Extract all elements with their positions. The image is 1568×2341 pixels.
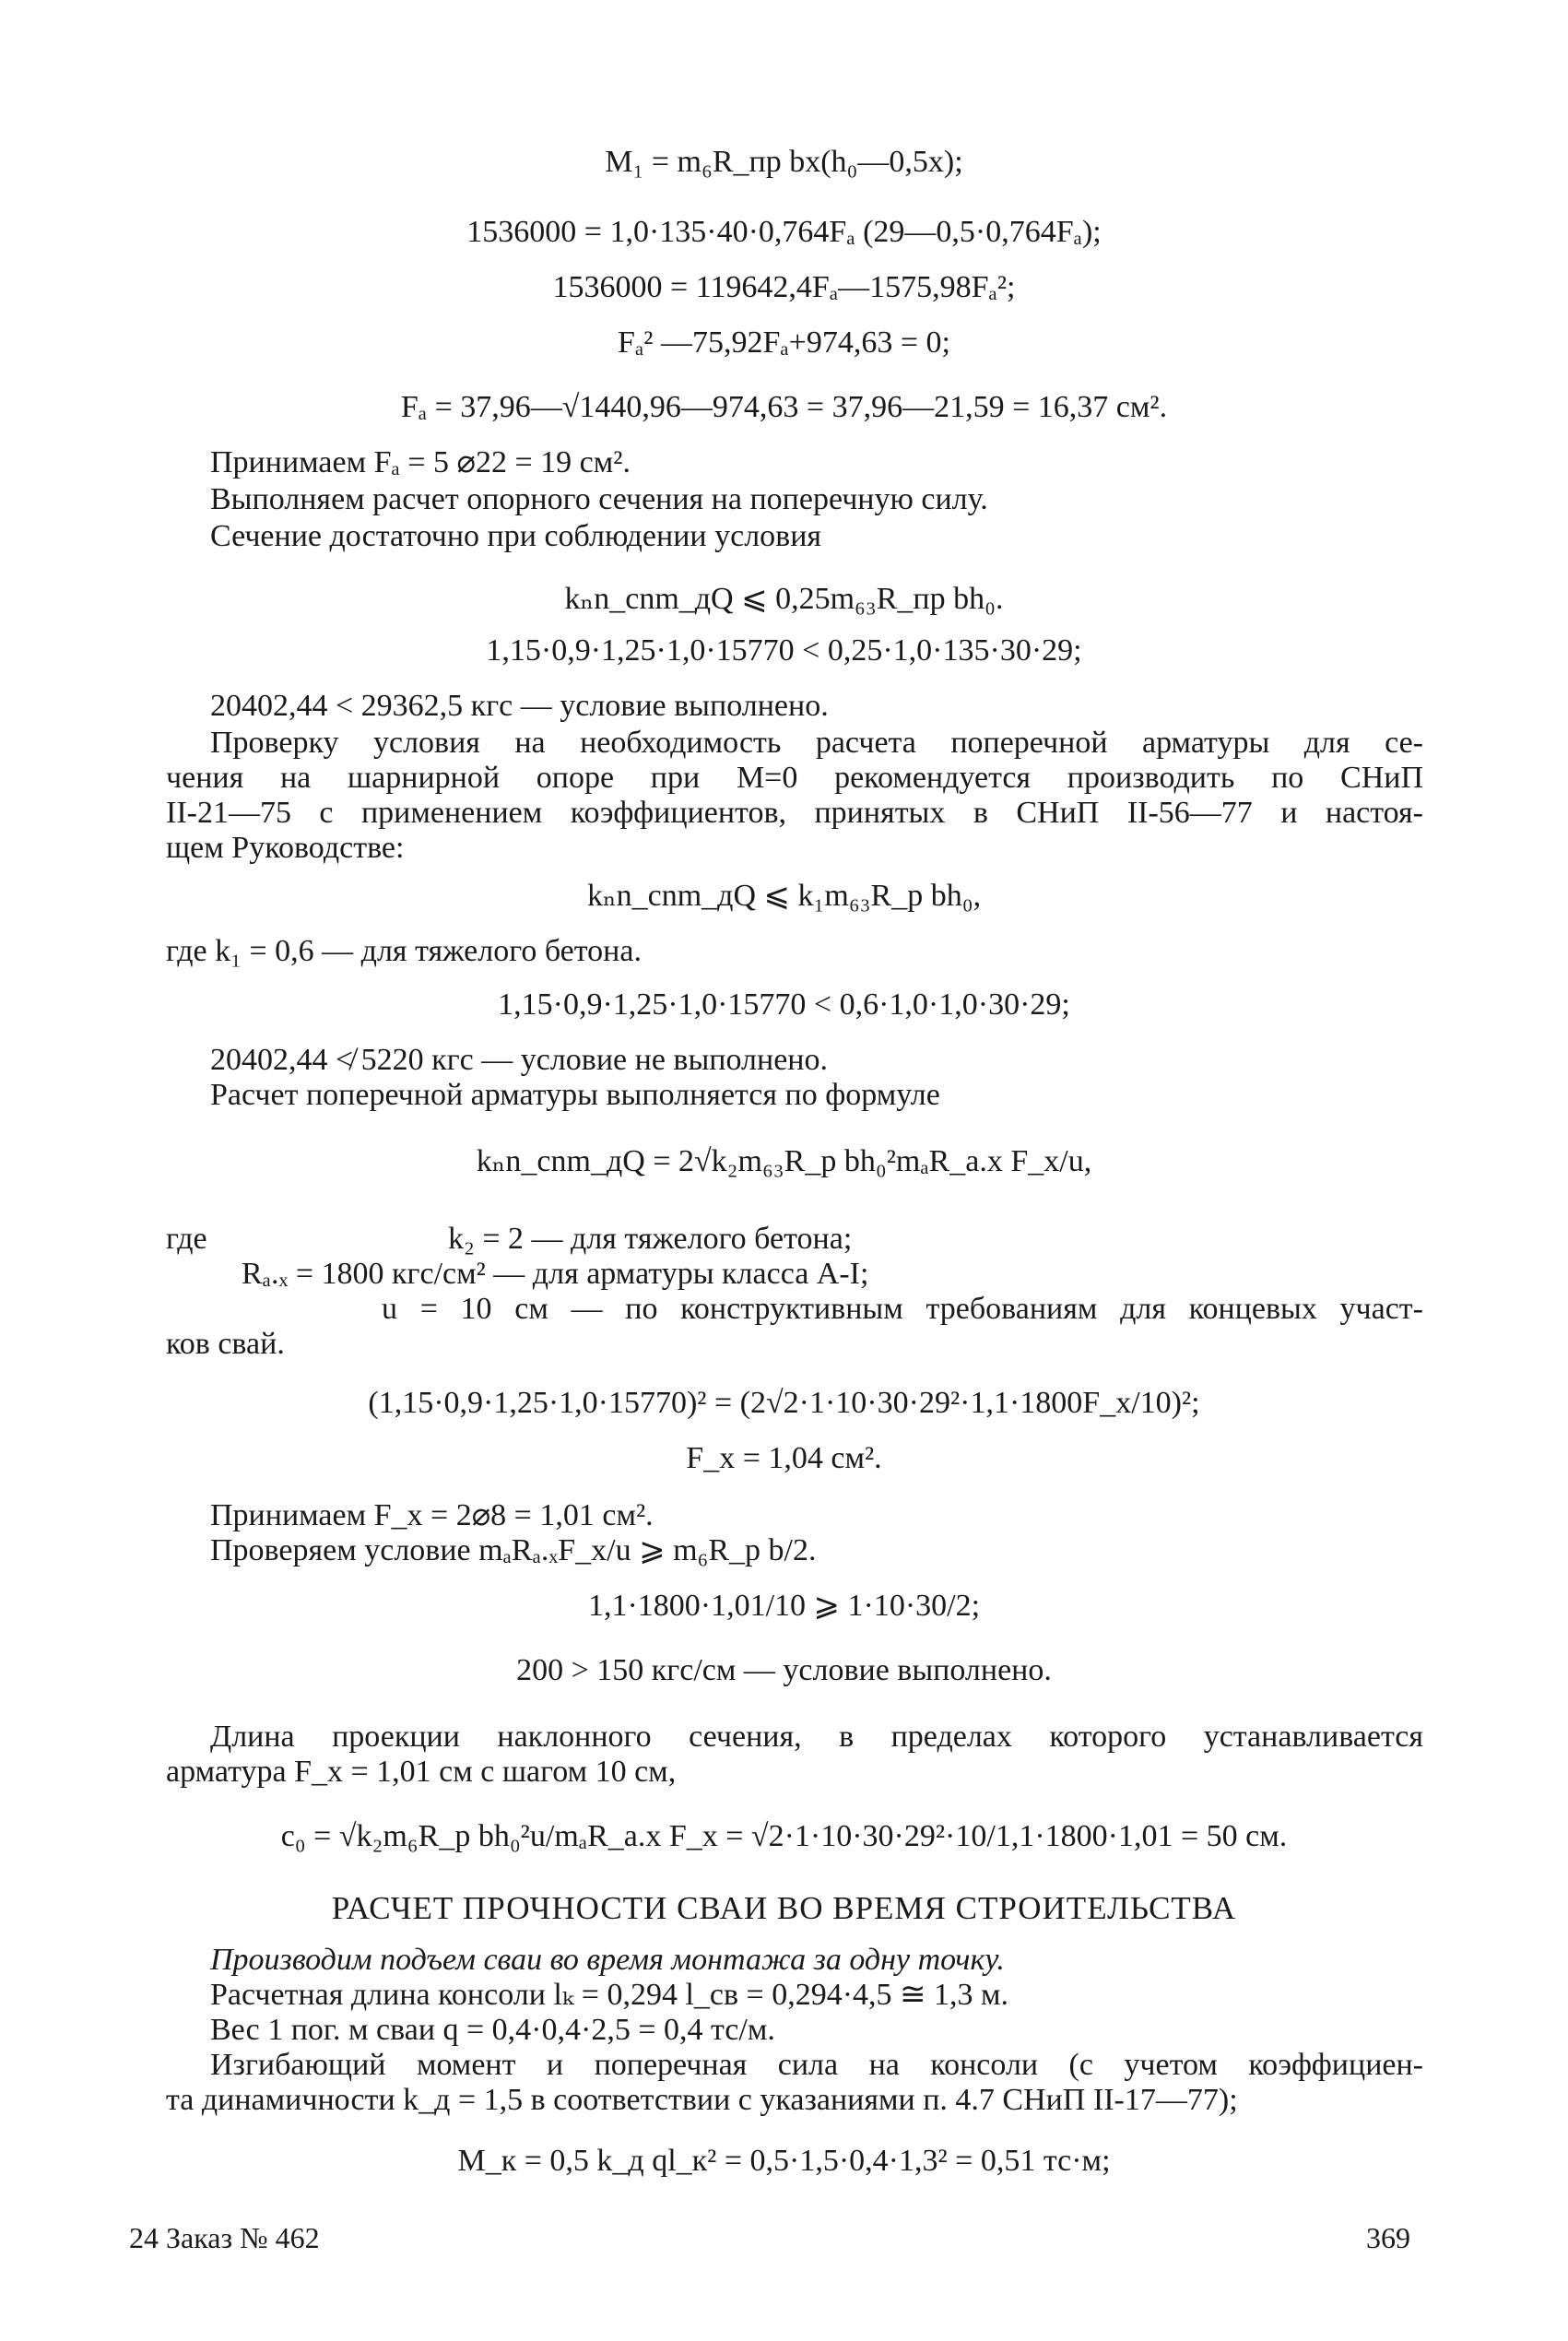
support-section-text: Выполняем расчет опорного сечения на поперечную силу. — [210, 482, 988, 516]
paragraph-line-1: Проверку условия на необходимость расчета поперечной арматуры для се- — [210, 726, 1423, 760]
moment-line-2: та динамичности k_д = 1,5 в соответствии с указаниями п. 4.7 СНиП II-17—77); — [166, 2083, 1238, 2117]
formula-c0: c₀ = √k₂m₆R_р bh₀²u/mₐR_а.х F_х = √2·1·10·30·29²·10/1,1·1800·1,01 = 50 см. — [280, 1819, 1288, 1853]
result-2-text: 20402,44 ≮ 5220 кгс — условие не выполнено. — [210, 1043, 829, 1077]
projection-line-2: арматура F_х = 1,01 см с шагом 10 см, — [166, 1755, 677, 1789]
where-k2-text: k₂ = 2 — для тяжелого бетона; — [448, 1222, 853, 1256]
formula-intro-text: Расчет поперечной арматуры выполняется по формуле — [210, 1078, 940, 1112]
formula-check-result: 200 > 150 кгс/см — условие выполнено. — [516, 1653, 1052, 1687]
where-u-continued-text: ков свай. — [166, 1327, 285, 1361]
formula-shear-substitution: (1,15·0,9·1,25·1,0·15770)² = (2√2·1·10·30·29²·1,1·1800F_х/10)²; — [368, 1386, 1200, 1420]
formula-shear: kₙn_cnm_дQ = 2√k₂m₆₃R_р bh₀²mₐR_а.х F_х/u, — [476, 1144, 1092, 1178]
formula-condition-1: kₙn_cnm_дQ ⩽ 0,25m₆₃R_пр bh₀. — [564, 582, 1004, 616]
pile-weight-text: Вес 1 пог. м сваи q = 0,4·0,4·2,5 = 0,4 тс/м. — [210, 2013, 775, 2047]
formula-check-substitution: 1,1·1800·1,01/10 ⩾ 1·10·30/2; — [587, 1589, 981, 1623]
where-u-text: u = 10 см — по конструктивным требованиям для концевых участ- — [382, 1292, 1423, 1326]
formula-root: Fₐ = 37,96—√1440,96—974,63 = 37,96—21,59 = 16,37 см². — [400, 390, 1168, 424]
section-heading: РАСЧЕТ ПРОЧНОСТИ СВАИ ВО ВРЕМЯ СТРОИТЕЛЬСТВА — [331, 1890, 1237, 1926]
page-number: 369 — [1366, 2221, 1410, 2254]
moment-line-1: Изгибающий момент и поперечная сила на консоли (с учетом коэффициен- — [210, 2048, 1423, 2082]
paragraph-line-4: щем Руководстве: — [166, 831, 405, 865]
formula-condition-1-substitution: 1,15·0,9·1,25·1,0·15770 < 0,25·1,0·135·30·29; — [486, 633, 1082, 668]
formula-substitution-1: 1536000 = 1,0·135·40·0,764Fₐ (29—0,5·0,764Fₐ); — [466, 215, 1102, 249]
formula-fx: F_х = 1,04 см². — [686, 1441, 882, 1475]
lift-text: Производим подъем сваи во время монтажа за одну точку. — [210, 1943, 1005, 1977]
accept-reinforcement-text: Принимаем Fₐ = 5 ⌀22 = 19 см². — [210, 445, 631, 479]
result-1-text: 20402,44 < 29362,5 кгс — условие выполнено. — [210, 689, 829, 723]
formula-quadratic: Fₐ² —75,92Fₐ+974,63 = 0; — [618, 325, 950, 360]
formula-m1: M₁ = m₆R_пр bx(h₀—0,5x); — [605, 145, 963, 179]
formula-condition-2-substitution: 1,15·0,9·1,25·1,0·15770 < 0,6·1,0·1,0·30·29; — [498, 987, 1070, 1022]
formula-mk: M_к = 0,5 k_д ql_к² = 0,5·1,5·0,4·1,3² = 0,51 тс·м; — [457, 2144, 1111, 2178]
printer-signature: 24 Заказ № 462 — [129, 2221, 320, 2254]
formula-substitution-2: 1536000 = 119642,4Fₐ—1575,98Fₐ²; — [552, 270, 1016, 304]
paragraph-line-3: II-21—75 с применением коэффициентов, принятых в СНиП II-56—77 и настоя- — [166, 796, 1423, 830]
where-k1-text: где k₁ = 0,6 — для тяжелого бетона. — [166, 934, 642, 968]
where-rax-text: Rₐ.ₓ = 1800 кгс/см² — для арматуры класса A-I; — [242, 1257, 869, 1291]
accept-stirrups-text: Принимаем F_х = 2⌀8 = 1,01 см². — [210, 1498, 654, 1532]
formula-condition-2: kₙn_cnm_дQ ⩽ k₁m₆₃R_р bh₀, — [586, 879, 982, 913]
paragraph-line-2: чения на шарнирной опоре при M=0 рекомендуется производить по СНиП — [166, 761, 1423, 795]
console-length-text: Расчетная длина консоли lₖ = 0,294 l_св = 0,294·4,5 ≅ 1,3 м. — [210, 1978, 1009, 2012]
projection-line-1: Длина проекции наклонного сечения, в пределах которого устанавливается — [210, 1720, 1423, 1754]
check-condition-text: Проверяем условие mₐRₐ.ₓF_х/u ⩾ m₆R_р b/2. — [210, 1533, 817, 1567]
sufficient-condition-text: Сечение достаточно при соблюдении условия — [210, 519, 822, 553]
where-label: где — [166, 1222, 207, 1256]
